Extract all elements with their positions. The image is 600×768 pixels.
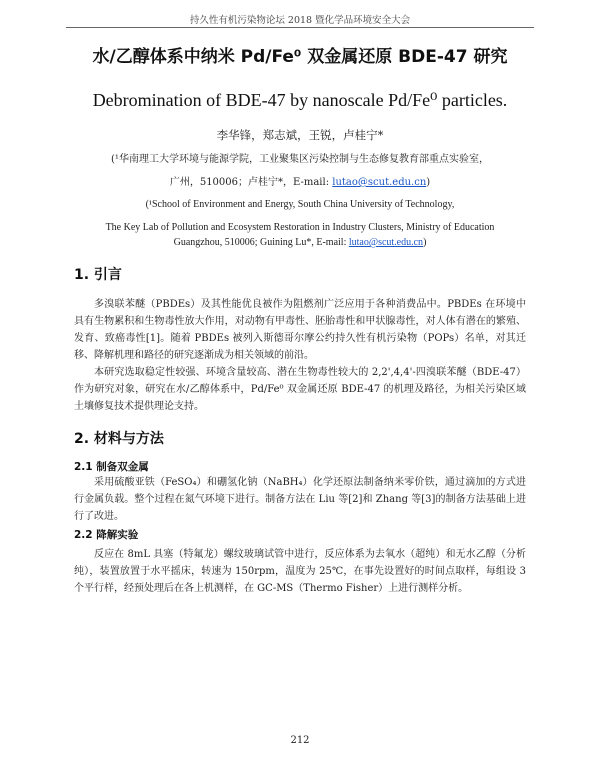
section-2-heading: 2. 材料与方法 [74, 431, 164, 447]
subsection-2-2-heading: 2.2 降解实验 [74, 529, 139, 541]
title-chinese: 水/乙醇体系中纳米 Pd/Fe⁰ 双金属还原 BDE-47 研究 [92, 47, 508, 67]
affiliation-en-line1: (¹School of Environment and Energy, South China University of Technology, [145, 199, 455, 210]
authors-chinese: 李华锋，郑志斌，王锐，卢桂宁* [216, 128, 384, 142]
subsection-2-2-body [74, 546, 526, 597]
title-english: Debromination of BDE-47 by nanoscale Pd/Fe⁰ particles. [92, 90, 508, 110]
affiliation-en-line2: The Key Lab of Pollution and Ecosystem Restoration in Industry Clusters, Ministry of Education [105, 222, 495, 233]
affiliation-en-line3-prefix: Guangzhou, 510006; Guining Lu*, E-mail: [173, 237, 349, 248]
subsection-2-2-paragraph: 反应在 8mL 具塞（特氟龙）螺纹玻璃试管中进行，反应体系为去氧水（超纯）和无水乙醇（分析纯），装置放置于水平摇床，转速为 150rpm，温度为 25℃，在事先设置好的时间点取样，每组设 3 个平行样，经预处理后在各上机测样，在 GC-MS（Thermo Fisher）上进行测样分析。 [74, 549, 526, 594]
running-header: 持久性有机污染物论坛 2018 暨化学品环境安全大会 [189, 15, 411, 26]
affiliation-en-line3 [0, 237, 600, 248]
subsection-2-1-heading: 2.1 制备双金属 [74, 461, 149, 473]
section-1-body [74, 296, 526, 415]
section-1-heading: 1. 引言 [74, 267, 122, 283]
section-1-paragraph-2: 本研究选取稳定性较强、环境含量较高、潜在生物毒性较大的 2,2',4,4'-四溴联苯醚（BDE-47）作为研究对象，研究在水/乙醇体系中，Pd/Fe⁰ 双金属还原 BDE-47 的机理及路径，为相关污染区域土壤修复技术提供理论支持。 [74, 367, 526, 412]
email-link-en[interactable]: lutao@scut.edu.cn [348, 237, 424, 248]
subsection-2-1-paragraph: 采用硫酸亚铁（FeSO₄）和硼氢化钠（NaBH₄）化学还原法制备纳米零价铁，通过滴加的方式进行金属负载。整个过程在氮气环境下进行。制备方法在 Liu 等[2]和 Zhang 等[3]的制备方法基础上进行了改进。 [74, 477, 526, 522]
email-link-cn[interactable]: lutao@scut.edu.cn [332, 177, 427, 188]
affiliation-cn-line2-suffix: ) [426, 177, 431, 188]
affiliation-cn-line1: (¹华南理工大学环境与能源学院，工业聚集区污染控制与生态修复教育部重点实验室， [111, 154, 489, 165]
affiliation-cn-line2 [0, 173, 600, 188]
affiliation-cn-line2-prefix: 广州，510006；卢桂宁*，E-mail: [169, 177, 333, 188]
subsection-2-1-body [74, 474, 526, 525]
affiliation-en-line3-suffix: ) [423, 237, 427, 248]
section-1-paragraph-1: 多溴联苯醚（PBDEs）及其性能优良被作为阻燃剂广泛应用于各种消费品中。PBDEs 在环境中具有生物累积和生物毒性放大作用，对动物有甲毒性、胚胎毒性和甲状腺毒性，对人体有潜在的繁殖、发育、致癌毒性[1]。随着 PBDEs 被列入斯德哥尔摩公约持久性有机污染物（POPs）名单，对其迁移、降解机理和路径的研究逐渐成为相关领域的前沿。 [74, 299, 526, 361]
header-divider [66, 27, 534, 28]
page-number: 212 [290, 735, 310, 746]
